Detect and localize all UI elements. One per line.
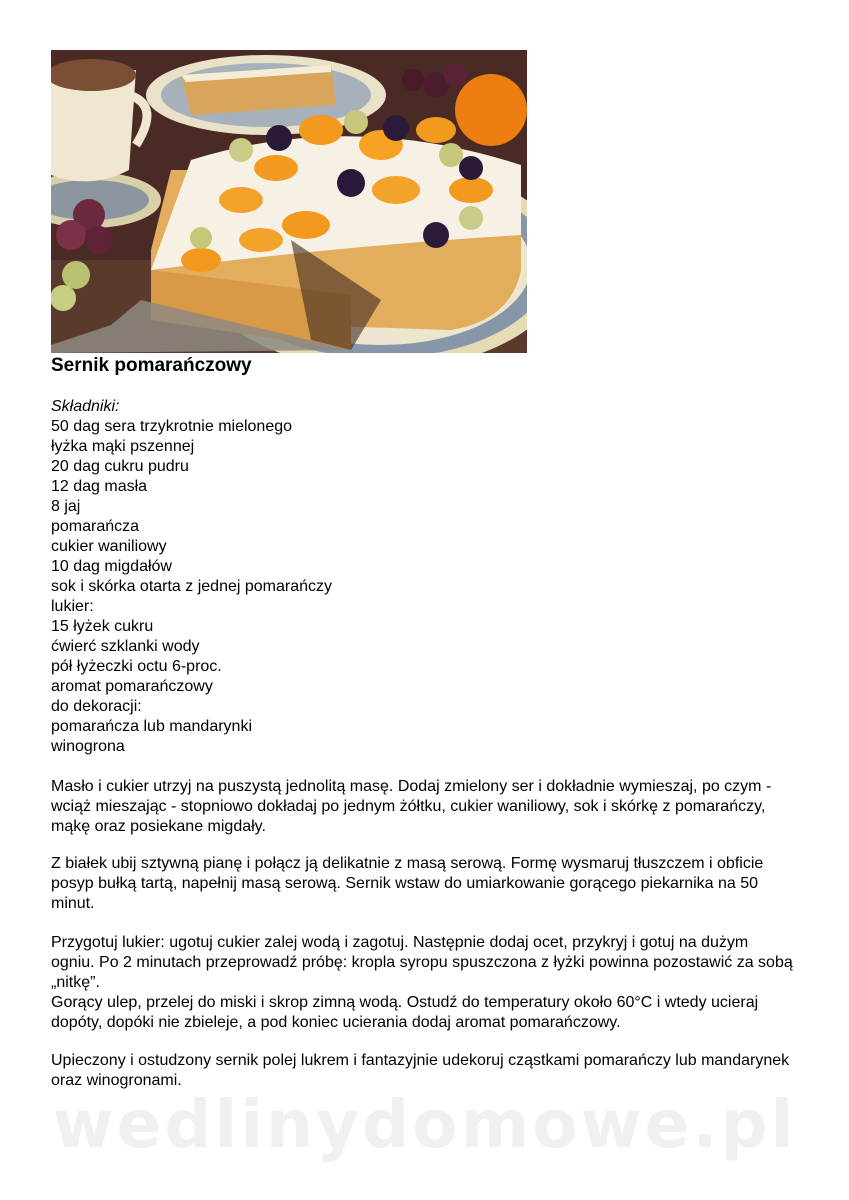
ingredient-item: 10 dag migdałów xyxy=(51,558,172,575)
ingredient-item: aromat pomarańczowy xyxy=(51,678,213,695)
ingredient-item: pomarańcza xyxy=(51,518,140,535)
ingredient-item: 50 dag sera trzykrotnie mielonego xyxy=(51,418,293,435)
ingredient-item: pół łyżeczki octu 6-proc. xyxy=(51,658,222,675)
ingredient-item: 12 dag masła xyxy=(51,478,148,495)
ingredient-subheading: lukier: xyxy=(51,598,94,615)
ingredients-heading: Składniki: xyxy=(51,398,120,415)
watermark: wedlinydomowe.pl xyxy=(52,1086,797,1163)
ingredient-item: winogrona xyxy=(51,738,125,755)
ingredient-subheading: do dekoracji: xyxy=(51,698,142,715)
ingredient-item: sok i skórka otarta z jednej pomarańczy xyxy=(51,578,333,595)
instruction-paragraph: Przygotuj lukier: ugotuj cukier zalej wodą i zagotuj. Następnie dodaj ocet, przykryj i gotuj na dużym ogniu. Po 2 minutach przeprowadź próbę: kropla syropu spuszczona z łyżki powinna pozostawić za sobą „nitkę”. xyxy=(51,934,793,991)
ingredient-item: 15 łyżek cukru xyxy=(51,618,154,635)
ingredient-item: cukier waniliowy xyxy=(51,538,167,555)
instruction-paragraph: Gorący ulep, przelej do miski i skrop zimną wodą. Ostudź do temperatury około 60°C i wtedy ucieraj dopóty, dopóki nie zbieleje, a pod koniec ucierania dodaj aromat pomarańczowy. xyxy=(51,994,759,1031)
ingredient-item: łyżka mąki pszennej xyxy=(51,438,195,455)
ingredient-item: 8 jaj xyxy=(51,498,81,515)
instruction-paragraph: Upieczony i ostudzony sernik polej lukrem i fantazyjnie udekoruj cząstkami pomarańczy lub mandarynek oraz winogronami. xyxy=(51,1052,790,1089)
cheesecake-photo xyxy=(51,50,527,353)
recipe-title: Sernik pomarańczowy xyxy=(51,355,252,376)
ingredient-item: 20 dag cukru pudru xyxy=(51,458,189,475)
ingredient-item: pomarańcza lub mandarynki xyxy=(51,718,252,735)
instruction-paragraph: Z białek ubij sztywną pianę i połącz ją delikatnie z masą serową. Formę wysmaruj tłuszczem i obficie posyp bułką tartą, napełnij masą serową. Sernik wstaw do umiarkowanie gorącego piekarnika na 50 minut. xyxy=(51,855,764,912)
ingredients-list xyxy=(51,417,332,757)
instruction-paragraph: Masło i cukier utrzyj na puszystą jednolitą masę. Dodaj zmielony ser i dokładnie wymieszaj, po czym - wciąż mieszając - stopniowo dokładaj po jednym żółtku, cukier waniliowy, sok i skórkę z pomarańczy, mąkę oraz posiekane migdały. xyxy=(51,778,772,835)
ingredient-item: ćwierć szklanki wody xyxy=(51,638,200,655)
